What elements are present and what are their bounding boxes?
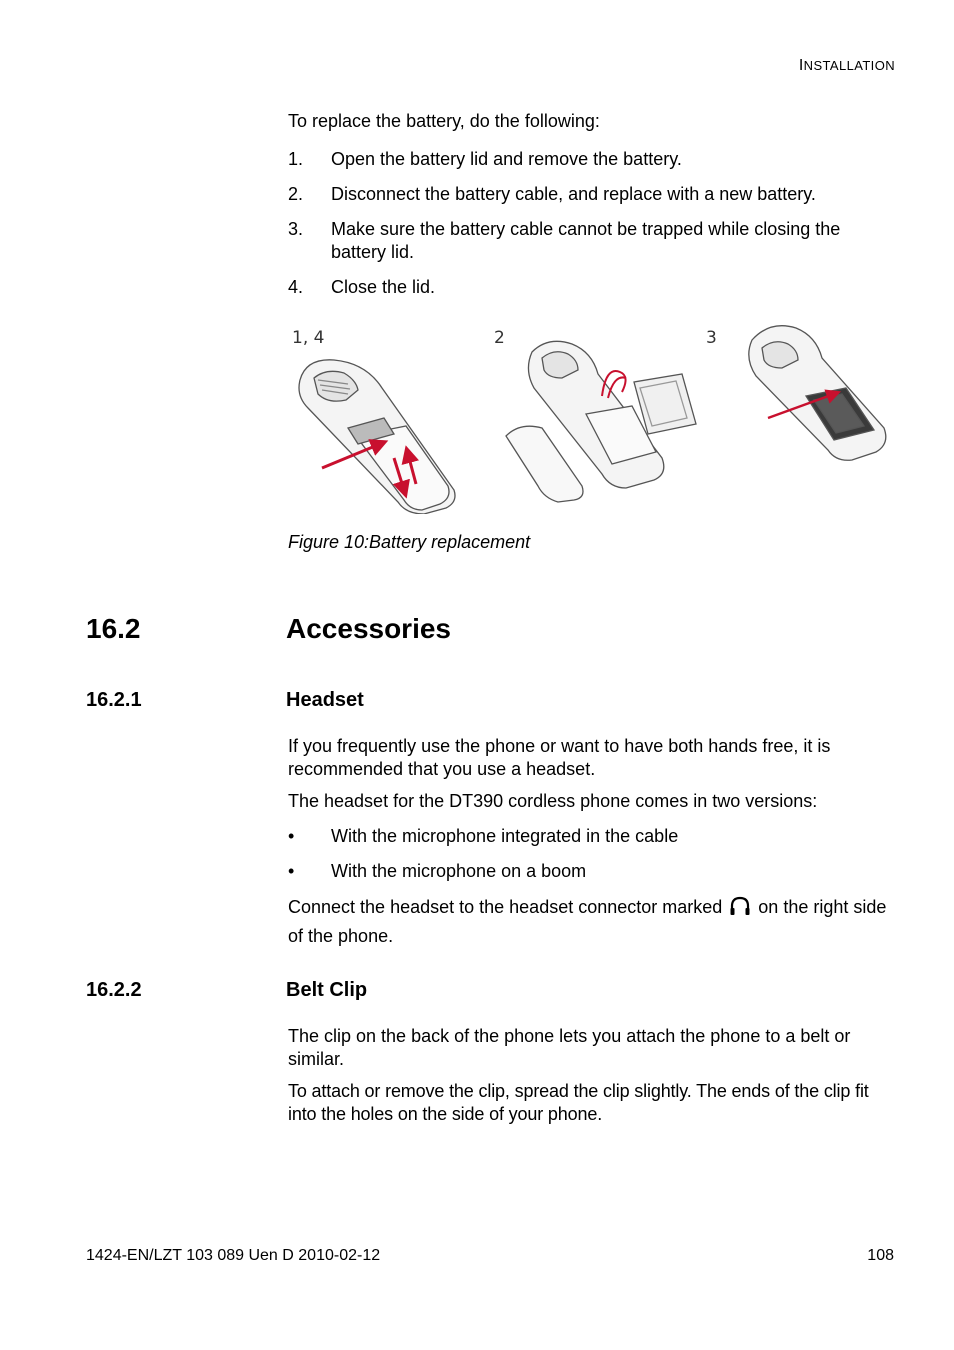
- step-text: Close the lid.: [331, 277, 436, 297]
- section-number: 16.2: [86, 613, 141, 644]
- subsection-title-headset: Headset: [286, 689, 364, 711]
- headset-connect-text: Connect the headset to the headset connector marked: [288, 897, 723, 917]
- running-header-rest: NSTALLATION: [803, 58, 895, 73]
- step-text: Make sure the battery cable cannot be trapped while closing the battery lid.: [331, 219, 841, 262]
- bullet-text: With the microphone integrated in the cable: [331, 826, 679, 846]
- step-number: 4.: [288, 277, 304, 297]
- step-number: 3.: [288, 219, 304, 239]
- page-number: 108: [867, 1247, 894, 1264]
- battery-replacement-illustration: [286, 318, 890, 514]
- step-text: Open the battery lid and remove the battery.: [331, 149, 682, 169]
- headset-connect-text-end: on the right side of the phone.: [288, 897, 887, 946]
- step-text: Disconnect the battery cable, and replace with a new battery.: [331, 184, 816, 204]
- panel-label-1-4: 1, 4: [292, 328, 325, 348]
- headset-paragraph-1: If you frequently use the phone or want to have both hands free, it is recommended that you use a headset.: [288, 736, 831, 779]
- panel-label-3: 3: [706, 328, 717, 348]
- headset-paragraph-2: The headset for the DT390 cordless phone comes in two versions:: [288, 791, 818, 811]
- battery-replacement-figure: [286, 318, 890, 514]
- subsection-title-belt-clip: Belt Clip: [286, 979, 368, 1001]
- subsection-number-belt-clip: 16.2.2: [86, 979, 142, 1001]
- battery-intro: To replace the battery, do the following:: [288, 111, 600, 131]
- bullet: •: [288, 826, 295, 846]
- running-header-initial: I: [798, 57, 804, 74]
- belt-clip-paragraph-1: The clip on the back of the phone lets you attach the phone to a belt or similar.: [288, 1026, 851, 1069]
- running-header: [799, 57, 895, 75]
- panel-label-2: 2: [494, 328, 505, 348]
- footer-doc-id: 1424-EN/LZT 103 089 Uen D 2010-02-12: [86, 1247, 381, 1264]
- phone-battery-removed-drawing: [506, 341, 696, 502]
- headset-paragraph-3: [288, 895, 898, 948]
- belt-clip-paragraph-2: To attach or remove the clip, spread the clip slightly. The ends of the clip fit into the holes on the side of your phone.: [288, 1081, 869, 1124]
- figure-caption: Figure 10:Battery replacement: [288, 532, 531, 552]
- bullet: •: [288, 861, 295, 881]
- step-number: 1.: [288, 149, 304, 169]
- step-number: 2.: [288, 184, 304, 204]
- headset-icon: [728, 895, 752, 925]
- bullet-text: With the microphone on a boom: [331, 861, 587, 881]
- section-title: Accessories: [286, 613, 452, 644]
- phone-battery-inserted-drawing: [749, 326, 886, 461]
- phone-open-lid-drawing: [299, 360, 455, 514]
- subsection-number-headset: 16.2.1: [86, 689, 142, 711]
